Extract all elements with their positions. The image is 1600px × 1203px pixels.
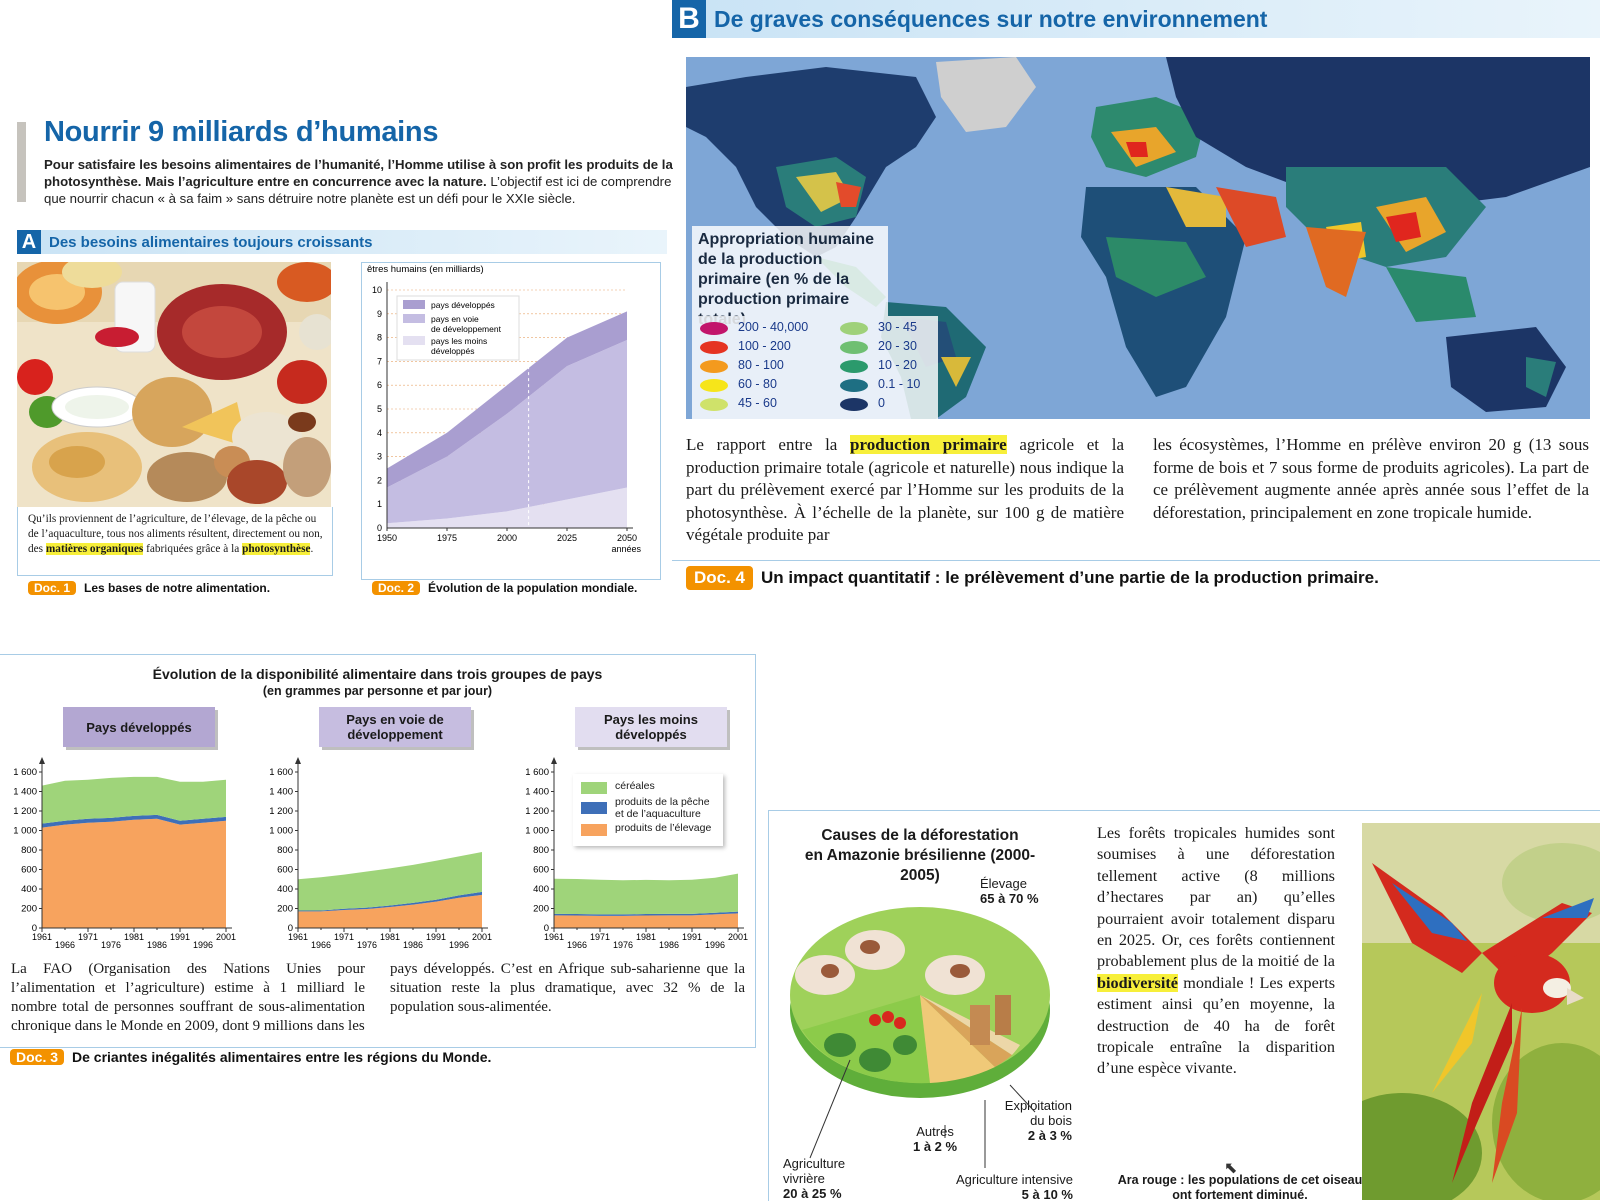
doc2-label <box>372 581 637 595</box>
population-legend-entry: pays les moins développés <box>431 336 488 356</box>
ytick-label: 0 <box>376 523 382 533</box>
label-vivriere-value: 20 à 25 % <box>783 1186 842 1201</box>
food-ytick-label: 600 <box>277 864 293 876</box>
food-xtick-label: 1981 <box>379 932 401 942</box>
highlight-matieres-organiques: matières organiques <box>45 543 144 555</box>
food-ytick-label: 0 <box>543 923 549 934</box>
food-y-arrow <box>551 757 557 764</box>
label-elevage <box>980 876 1039 906</box>
map-legend-label: 20 - 30 <box>878 339 917 353</box>
section-b-title: De graves conséquences sur notre environnement <box>714 5 1268 32</box>
xtick-label: 2025 <box>556 533 578 543</box>
legend-fish: produits de la pêche et de l’aquaculture <box>615 796 710 820</box>
ytick-label: 4 <box>376 427 382 438</box>
doc2-tag: Doc. 2 <box>372 581 420 595</box>
label-intensive-value: 5 à 10 % <box>1021 1187 1073 1202</box>
population-legend-entry: pays en voie de développement <box>431 314 501 334</box>
legend-swatch-fish <box>581 802 607 814</box>
label-bois-name: Exploitation du bois <box>1004 1098 1072 1128</box>
doc1-text-b: fabriquées grâce à la <box>143 543 243 555</box>
map-legend-swatch <box>840 398 868 411</box>
food-xtick-label: 1996 <box>704 940 726 950</box>
doc4-tag: Doc. 4 <box>686 566 753 590</box>
food-ytick-label: 400 <box>533 884 549 895</box>
food-xtick-label: 1991 <box>681 932 703 942</box>
deforestation-text-b: mondiale ! Les experts estiment ainsi qu’en moyenne, la destruction de 40 ha de forêt tropicale entraîne la disparition d’une espèce vivante. <box>1097 973 1335 1078</box>
doc3-caption: De criantes inégalités alimentaires entre les régions du Monde. <box>72 1049 492 1065</box>
doc4-text-a: Le rapport entre la <box>686 435 851 454</box>
food-ytick-label: 1 600 <box>525 767 549 778</box>
doc3-text-col1: La FAO (Organisation des Nations Unies pour l’alimentation et l’agriculture) estime à 1 milliard le nombre total de personnes souffrant de sous-alimentation chronique dans le Monde en 2009, dont 9 millions dans les <box>11 961 365 1034</box>
label-elevage-name: Élevage <box>980 876 1027 891</box>
food-xtick-label: 1981 <box>123 932 145 942</box>
food-xtick-label: 1966 <box>54 940 76 950</box>
ytick-label: 1 <box>376 499 382 510</box>
ytick-label: 5 <box>376 404 382 414</box>
food-xtick-label: 1976 <box>100 940 122 950</box>
map-legend-label: 10 - 20 <box>878 358 917 372</box>
food-ytick-label: 1 000 <box>269 825 293 837</box>
deforestation-title-line1: Causes de la déforestation <box>821 827 1019 844</box>
xtick-label: 1950 <box>376 533 398 543</box>
food-ytick-label: 1 400 <box>525 786 549 798</box>
population-legend-entry: pays développés <box>431 300 495 310</box>
food-xtick-label: 2001 <box>215 932 237 942</box>
label-autres-name: Autres <box>916 1124 954 1139</box>
pie-leader-lines <box>780 1040 1080 1200</box>
highlight-biodiversite: biodiversité <box>1097 973 1178 992</box>
doc4-text-col1 <box>686 434 1124 547</box>
section-b-header <box>672 0 1600 38</box>
legend-swatch-cereals <box>581 782 607 794</box>
food-ytick-label: 1 200 <box>13 806 37 817</box>
food-xtick-label: 1966 <box>310 940 332 950</box>
food-xtick-label: 1991 <box>169 932 191 942</box>
title-accent-bar <box>17 122 26 202</box>
food-xtick-label: 1976 <box>356 940 378 950</box>
map-legend-swatch <box>700 322 728 335</box>
food-ytick-label: 400 <box>21 884 37 895</box>
label-elevage-value: 65 à 70 % <box>980 891 1039 906</box>
map-legend-swatch <box>840 360 868 373</box>
map-legend-title: Appropriation humaine de la production primaire (en % de la production primaire <box>698 231 874 308</box>
section-b-letter: B <box>672 0 706 38</box>
map-legend-swatch <box>840 379 868 392</box>
food-ytick-label: 400 <box>277 884 293 895</box>
food-xtick-label: 1961 <box>287 932 309 942</box>
food-xtick-label: 1981 <box>635 932 657 942</box>
food-xtick-label: 1961 <box>543 932 565 942</box>
label-intensive-name: Agriculture intensive <box>955 1172 1073 1187</box>
map-legend-label: 80 - 100 <box>738 358 784 372</box>
doc3-tag: Doc. 3 <box>10 1049 64 1065</box>
food-ytick-label: 200 <box>277 903 293 915</box>
legend-swatch-livestock <box>581 824 607 836</box>
food-ytick-label: 600 <box>21 864 37 876</box>
doc1-caption: Les bases de notre alimentation. <box>84 581 271 595</box>
map-legend-label: 0 <box>878 396 885 410</box>
food-ytick-label: 800 <box>533 845 549 856</box>
x-axis-label: années <box>611 544 641 554</box>
food-ytick-label: 1 000 <box>13 825 37 837</box>
map-legend <box>700 322 940 418</box>
parrot-photo <box>1362 823 1600 1200</box>
group-developing: Pays en voie de développement <box>319 707 471 747</box>
food-photo <box>17 262 331 507</box>
doc3-chart-subtitle: (en grammes par personne et par jour) <box>262 684 493 698</box>
map-legend-swatch <box>700 398 728 411</box>
legend-cereals: céréales <box>615 780 655 792</box>
food-ytick-label: 200 <box>21 903 37 915</box>
legend-livestock: produits de l’élevage <box>615 822 712 834</box>
food-xtick-label: 1991 <box>425 932 447 942</box>
doc1-text-a: Qu’ils proviennent de l’agriculture, de l’élevage, de la pêche ou de l’aquaculture, tous nos aliments résultent, directement ou non, des <box>28 513 323 555</box>
food-ytick-label: 1 400 <box>13 786 37 798</box>
label-vivriere-name: Agriculture vivrière <box>783 1156 846 1186</box>
map-legend-label: 30 - 45 <box>878 320 917 334</box>
ytick-label: 10 <box>371 285 382 295</box>
map-legend-label: 100 - 200 <box>738 339 791 353</box>
population-legend-swatch <box>403 314 425 323</box>
food-ytick-label: 0 <box>31 923 37 934</box>
section-a-title: Des besoins alimentaires toujours croissants <box>49 233 373 251</box>
doc2-caption: Évolution de la population mondiale. <box>428 581 638 595</box>
food-xtick-label: 1986 <box>402 940 424 950</box>
food-ytick-label: 1 400 <box>269 786 293 798</box>
food-area-2-2 <box>554 874 738 915</box>
map-legend-swatch <box>840 341 868 354</box>
y-axis-label: êtres humains (en milliards) <box>367 264 484 275</box>
doc3-text-col2: pays développés. C’est en Afrique sub-saharienne que la situation reste la plus dramatique, avec 32 % de la population sous-alimentée. <box>390 961 745 1015</box>
food-xtick-label: 1966 <box>566 940 588 950</box>
food-ytick-label: 800 <box>277 845 293 856</box>
section-a-letter: A <box>17 230 41 254</box>
food-ytick-label: 1 000 <box>525 825 549 837</box>
population-chart <box>361 262 659 578</box>
food-xtick-label: 1986 <box>658 940 680 950</box>
ytick-label: 6 <box>376 380 382 391</box>
doc4-text-b: agricole et la production primaire totale (agricole et naturelle) nous indique la part du prélèvement exercé par l’Homme sur les produits de la photosynthèse. À l’échelle de la planète, sur 100 g de matière végétale produite par <box>686 435 1124 544</box>
map-legend-label: 200 - 40,000 <box>738 320 809 334</box>
deforestation-title-line2: en Amazonie brésilienne (2000-2005) <box>804 847 1036 884</box>
doc4-divider <box>672 560 1600 561</box>
doc3-label <box>10 1049 491 1065</box>
food-xtick-label: 1971 <box>589 932 611 942</box>
mouse-cursor-icon: ⬉ <box>1224 1160 1238 1177</box>
ytick-label: 7 <box>376 356 382 367</box>
ytick-label: 3 <box>376 451 382 462</box>
ytick-label: 9 <box>376 308 382 319</box>
food-xtick-label: 1996 <box>448 940 470 950</box>
group-developed: Pays développés <box>63 707 215 747</box>
population-legend-swatch <box>403 300 425 309</box>
population-legend-swatch <box>403 336 425 345</box>
food-ytick-label: 200 <box>533 903 549 915</box>
label-autres-value: 1 à 2 % <box>913 1139 958 1154</box>
food-xtick-label: 2001 <box>471 932 493 942</box>
food-xtick-label: 1971 <box>333 932 355 942</box>
xtick-label: 1975 <box>436 533 458 543</box>
doc1-label <box>28 581 270 595</box>
food-ytick-label: 600 <box>533 864 549 876</box>
food-xtick-label: 1986 <box>146 940 168 950</box>
food-xtick-label: 1961 <box>31 932 53 942</box>
page-title: Nourrir 9 milliards d’humains <box>44 116 439 148</box>
doc4-text-col2: les écosystèmes, l’Homme en prélève environ 20 g (13 sous forme de bois et 7 sous forme de produits agricoles). La part de ce prélèvement augmente année après année sous l’effet de la déforestation, principalement en zone tropicale humide. <box>1153 435 1589 522</box>
food-area-0-0 <box>42 819 226 928</box>
xtick-label: 2050 <box>616 533 638 543</box>
intro-bold: Pour satisfaire les besoins alimentaires de l’humanité, l’Homme utilise à son profit les produits de la photosynthèse. Mais l’agriculture entre en concurrence avec la nature. <box>44 157 673 189</box>
doc4-label <box>686 566 1379 590</box>
food-ytick-label: 1 600 <box>13 767 37 778</box>
food-ytick-label: 1 200 <box>525 806 549 817</box>
food-xtick-label: 1976 <box>612 940 634 950</box>
map-legend-label: 60 - 80 <box>738 377 777 391</box>
map-legend-swatch <box>840 322 868 335</box>
food-y-arrow <box>39 757 45 764</box>
highlight-photosynthese: photosynthèse <box>242 543 311 555</box>
food-ytick-label: 1 200 <box>269 806 293 817</box>
doc3-legend-box <box>573 774 723 846</box>
doc3-chart-title: Évolution de la disponibilité alimentaire dans trois groupes de pays <box>152 666 603 682</box>
food-ytick-label: 800 <box>21 845 37 856</box>
deforestation-text-a: Les forêts tropicales humides sont soumises à une déforestation tellement active (8 millions d’hectares par an) qu’elles pourraient avoir totalement disparu en 2025. Or, ces forêts contiennent probablement plus de la moitié de la <box>1097 824 1335 971</box>
food-ytick-label: 1 600 <box>269 767 293 778</box>
map-legend-swatch <box>700 379 728 392</box>
ytick-label: 8 <box>376 332 382 343</box>
parrot-caption: Ara rouge : les populations de cet oiseau ont fortement diminué. <box>1117 1173 1363 1202</box>
deforestation-text <box>1097 823 1335 1080</box>
food-y-arrow <box>295 757 301 764</box>
map-legend-label: 45 - 60 <box>738 396 777 410</box>
food-xtick-label: 1971 <box>77 932 99 942</box>
food-xtick-label: 1996 <box>192 940 214 950</box>
map-legend-swatch <box>700 360 728 373</box>
doc4-caption: Un impact quantitatif : le prélèvement d’une partie de la production primaire. <box>761 568 1379 587</box>
doc1-text <box>28 512 324 557</box>
doc1-text-c: . <box>310 543 314 555</box>
section-a-header <box>17 230 667 254</box>
doc1-tag: Doc. 1 <box>28 581 76 595</box>
food-xtick-label: 2001 <box>727 932 749 942</box>
xtick-label: 2000 <box>496 533 518 543</box>
ytick-label: 2 <box>376 475 382 486</box>
page-intro <box>44 156 674 207</box>
map-legend-label: 0.1 - 10 <box>878 377 921 391</box>
map-legend-swatch <box>700 341 728 354</box>
intro-rest: L’objectif est ici de comprendre que nourrir chacun « à sa faim » sans détruire notre planète est un défi pour le XXIe siècle. <box>44 174 672 206</box>
highlight-production-primaire: production primaire <box>850 435 1007 454</box>
group-least-developed: Pays les moins développés <box>575 707 727 747</box>
label-bois-value: 2 à 3 % <box>1027 1128 1072 1143</box>
food-ytick-label: 0 <box>287 923 293 934</box>
